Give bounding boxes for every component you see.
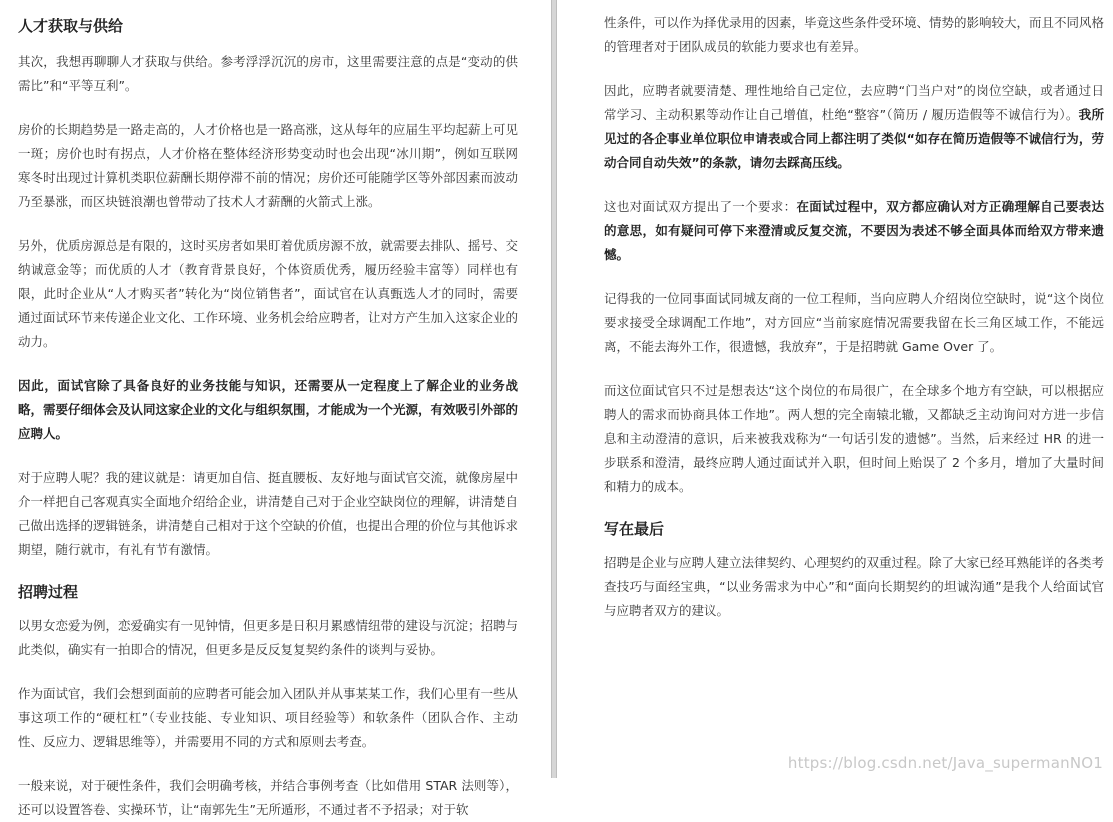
paragraph-text: 因此，应聘者就要清楚、理性地给自己定位，去应聘“门当户对”的岗位空缺，或者通过日常学习、主动积累等动作让自己增值，杜绝“整容”（简历 / 履历造假等不诚信行为）。 [604, 83, 1104, 122]
paragraph-lead: 因此， [18, 378, 58, 393]
paragraph [604, 79, 1104, 175]
paragraph: 作为面试官，我们会想到面前的应聘者可能会加入团队并从事某某工作，我们心里有一些从事这项工作的“硬杠杠”（专业技能、专业知识、项目经验等）和软条件（团队合作、主动性、反应力、逻辑思维等），并需要用不同的方式和原则去考查。 [18, 686, 519, 749]
bold-text: 在面试过程中，双方都应确认对方正确理解自己要表达的意思，如有疑问可停下来澄清或反复交流，不要因为表述不够全面具体而给双方带来遗憾。 [604, 199, 1104, 262]
page-right-content [604, 11, 1104, 623]
paragraph: 招聘是企业与应聘人建立法律契约、心理契约的双重过程。除了大家已经耳熟能详的各类考查技巧与面经宝典，“以业务需求为中心”和“面向长期契约的坦诚沟通”是我个人给面试官与应聘者双方的建议。 [604, 555, 1105, 618]
paragraph: 房价的长期趋势是一路走高的，人才价格也是一路高涨，这从每年的应届生平均起薪上可见一斑；房价也时有拐点，人才价格在整体经济形势变动时也会出现“冰川期”，例如互联网寒冬时出现过计算机类职位薪酬长期停滞不前的情况；房价还可能随学区等外部因素而波动乃至暴涨，而区块链浪潮也曾带动了技术人才薪酬的火箭式上涨。 [18, 122, 519, 209]
paragraph: 性条件，可以作为择优录用的因素，毕竟这些条件受环境、情势的影响较大，而且不同风格的管理者对于团队成员的软能力要求也有差异。 [604, 15, 1105, 54]
paragraph: 以男女恋爱为例，恋爱确实有一见钟情，但更多是日积月累感情纽带的建设与沉淀；招聘与此类似，确实有一拍即合的情况，但更多是反反复复契约条件的谈判与妥协。 [18, 618, 519, 657]
page-left-content [18, 14, 518, 822]
document-page-left [0, 0, 551, 817]
paragraph: 其次，我想再聊聊人才获取与供给。参考浮浮沉沉的房市，这里需要注意的点是“变动的供需比”和“平等互利”。 [18, 54, 518, 93]
section-heading-talent-supply: 人才获取与供给 [18, 17, 124, 35]
document-page-right [557, 0, 1113, 778]
paragraph: 另外，优质房源总是有限的，这时买房者如果盯着优质房源不放，就需要去排队、摇号、交纳诚意金等；而优质的人才（教育背景良好，个体资质优秀，履历经验丰富等）同样也有限，此时企业从“人才购买者”转化为“岗位销售者”，面试官在认真甄选人才的同时，需要通过面试环节来传递企业文化、工作环境、业务机会给应聘者，让对方产生加入这家企业的动力。 [18, 238, 519, 349]
paragraph: 记得我的一位同事面试同城友商的一位工程师，当向应聘人介绍岗位空缺时，说“这个岗位要求接受全球调配工作地”，对方回应“当前家庭情况需要我留在长三角区域工作，不能远离，不能去海外工作，很遗憾，我放弃”，于是招聘就 Game Over 了。 [604, 291, 1104, 354]
section-heading-recruiting-process: 招聘过程 [18, 583, 79, 601]
paragraph [604, 195, 1104, 267]
section-heading-conclusion: 写在最后 [604, 520, 665, 538]
paragraph-emphasis [18, 374, 518, 446]
paragraph: 而这位面试官只不过是想表达“这个岗位的布局很广，在全球多个地方有空缺，可以根据应聘人的需求而协商具体工作地”。两人想的完全南辕北辙，又都缺乏主动询问对方进一步信息和主动澄清的意识，后来被我戏称为“一句话引发的遗憾”。当然，后来经过 HR 的进一步联系和澄清，最终应聘人通过面试并入职，但时间上贻误了 2 个多月，增加了大量时间和精力的成本。 [604, 383, 1104, 494]
bold-text: 我所见过的各企事业单位职位申请表或合同上都注明了类似“如存在简历造假等不诚信行为，劳动合同自动失效”的条款，请勿去踩高压线。 [604, 107, 1104, 170]
bold-text: 面试官除了具备良好的业务技能与知识，还需要从一定程度上了解企业的业务战略，需要仔细体会及认同这家企业的文化与组织氛围，才能成为一个光源，有效吸引外部的应聘人。 [18, 378, 519, 441]
paragraph: 一般来说，对于硬性条件，我们会明确考核，并结合事例考查（比如借用 STAR 法则等），还可以设置答卷、实操环节，让“南郭先生”无所遁形，不通过者不予招录；对于软 [18, 778, 518, 817]
paragraph: 对于应聘人呢？我的建议就是：请更加自信、挺直腰板、友好地与面试官交流，就像房屋中介一样把自己客观真实全面地介绍给企业，讲清楚自己对于企业空缺岗位的理解，讲清楚自己做出选择的逻辑链条，讲清楚自己相对于这个空缺的价值，也提出合理的价位与其他诉求期望，随行就市，有礼有节有激情。 [18, 470, 519, 557]
watermark-url: https://blog.csdn.net/Java_supermanNO1 [787, 754, 1103, 772]
paragraph-text: 这也对面试双方提出了一个要求： [604, 199, 797, 214]
